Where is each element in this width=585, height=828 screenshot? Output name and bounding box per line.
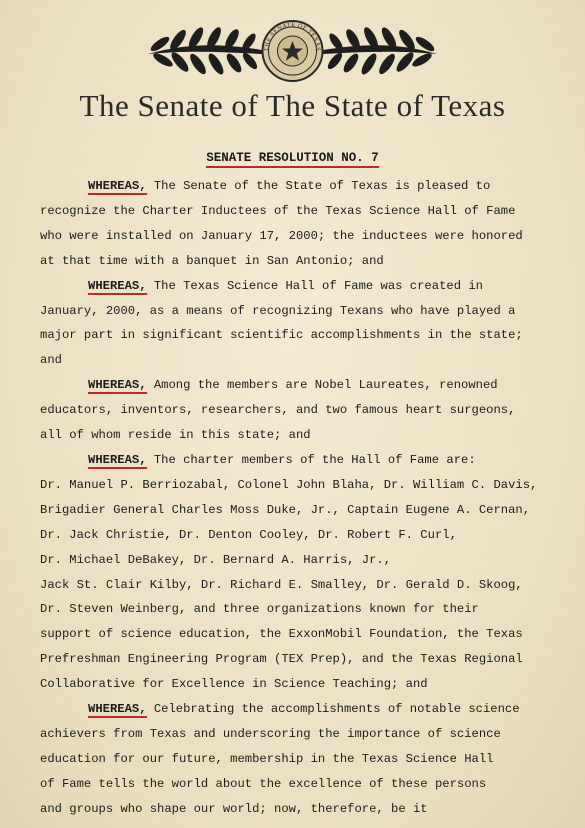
page-title: The Senate of The State of Texas — [79, 88, 506, 123]
resolution-title — [0, 151, 585, 165]
paragraph-line: recognize the Charter Inductees of the Texas Science Hall of Fame — [40, 203, 516, 218]
whereas-paragraph — [40, 373, 560, 448]
paragraph-line: all of whom reside in this state; and — [40, 428, 311, 443]
paragraph-line: Brigadier General Charles Moss Duke, Jr., Captain Eugene A. Cernan, — [40, 502, 531, 517]
paragraph-line: support of science education, the ExxonMobil Foundation, the Texas — [40, 627, 523, 642]
resolution-title-text: SENATE RESOLUTION NO. 7 — [206, 151, 379, 168]
paragraph-line: achievers from Texas and underscoring the importance of science — [40, 726, 501, 741]
paragraph-line: of Fame tells the world about the excellence of these persons — [40, 776, 487, 791]
paragraph-line: and groups who shape our world; now, therefore, be it — [40, 801, 428, 816]
paragraph-first-line: Among the members are Nobel Laureates, renowned — [146, 378, 498, 393]
whereas-label: WHEREAS, — [88, 179, 147, 193]
paragraph-first-line: The charter members of the Hall of Fame are: — [146, 452, 476, 467]
paragraph-first-line: Celebrating the accomplishments of notable science — [146, 702, 520, 717]
whereas-paragraph — [40, 697, 560, 822]
whereas-label: WHEREAS, — [88, 702, 147, 717]
paragraph-line: major part in significant scientific accomplishments in the state; — [40, 328, 523, 343]
whereas-paragraph — [40, 448, 560, 697]
paragraph-line: Prefreshman Engineering Program (TEX Prep), and the Texas Regional — [40, 652, 523, 667]
whereas-paragraph — [40, 274, 560, 374]
paragraph-line: and — [40, 353, 62, 368]
paragraph-first-line: The Senate of the State of Texas is pleased to — [146, 179, 491, 193]
paragraph-line: education for our future, membership in the Texas Science Hall — [40, 751, 494, 766]
paragraph-line: Dr. Michael DeBakey, Dr. Bernard A. Harris, Jr., — [40, 552, 392, 567]
svg-text:THE SENATE OF TEXAS: THE SENATE OF TEXAS — [263, 22, 322, 52]
paragraph-line: Dr. Steven Weinberg, and three organizations known for their — [40, 602, 479, 617]
paragraph-line: educators, inventors, researchers, and two famous heart surgeons, — [40, 403, 516, 418]
paragraph-line: Jack St. Clair Kilby, Dr. Richard E. Smalley, Dr. Gerald D. Skoog, — [40, 577, 523, 592]
paragraph-line: Dr. Manuel P. Berriozabal, Colonel John Blaha, Dr. William C. Davis, — [40, 477, 538, 492]
whereas-label: WHEREAS, — [88, 378, 147, 393]
resolution-body — [40, 174, 560, 822]
whereas-label: WHEREAS, — [88, 278, 147, 293]
whereas-paragraph — [40, 174, 560, 274]
paragraph-line: January, 2000, as a means of recognizing Texans who have played a — [40, 303, 516, 318]
paragraph-line: who were installed on January 17, 2000; the inductees were honored — [40, 228, 523, 243]
paragraph-line: Dr. Jack Christie, Dr. Denton Cooley, Dr. Robert F. Curl, — [40, 527, 457, 542]
paragraph-line: Collaborative for Excellence in Science Teaching; and — [40, 677, 428, 692]
whereas-label: WHEREAS, — [88, 452, 147, 467]
paragraph-line: at that time with a banquet in San Antonio; and — [40, 253, 384, 268]
paragraph-first-line: The Texas Science Hall of Fame was created in — [146, 278, 483, 293]
senate-seal-emblem — [0, 14, 585, 84]
